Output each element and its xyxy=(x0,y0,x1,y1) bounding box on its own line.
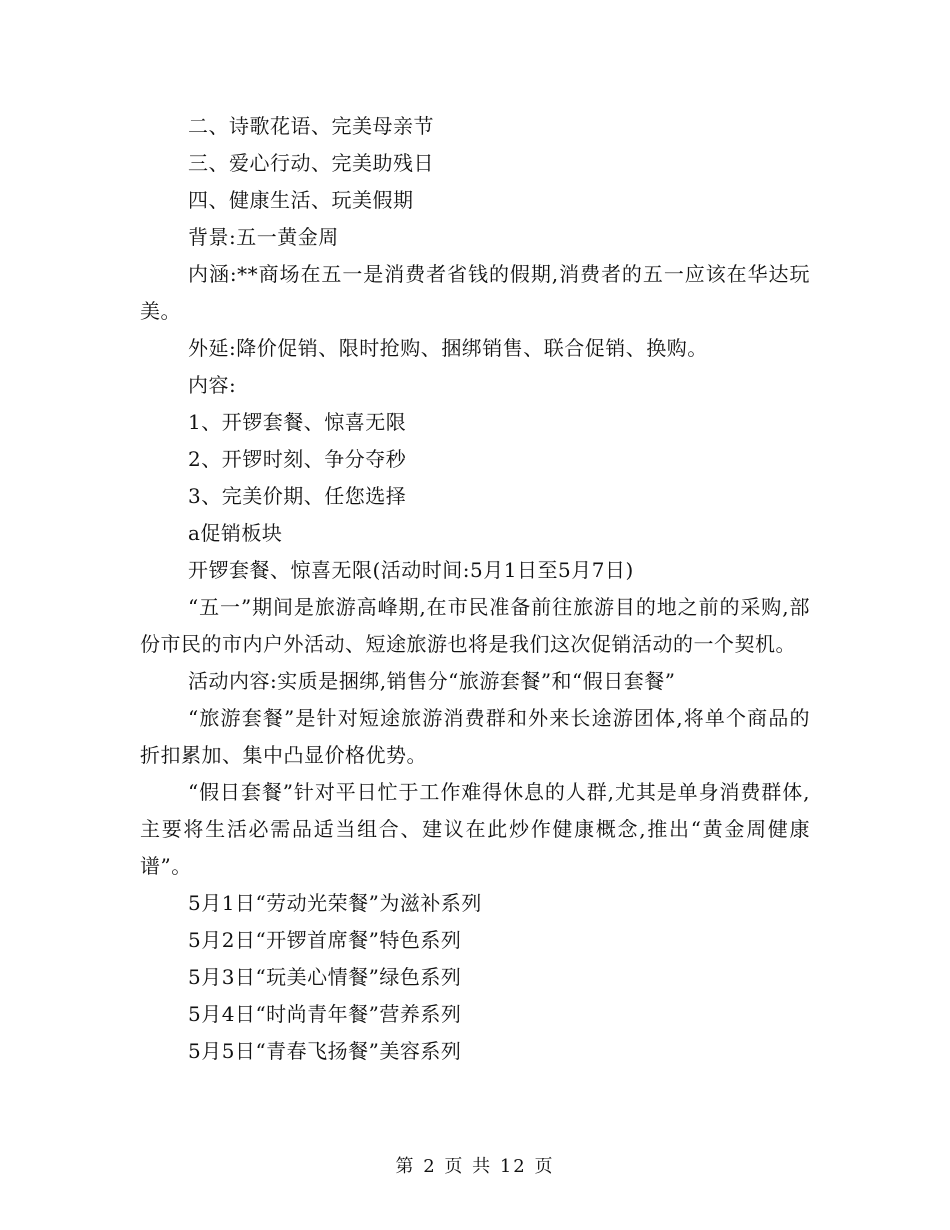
paragraph: 2、开锣时刻、争分夺秒 xyxy=(188,447,407,471)
paragraph: “假日套餐”针对平日忙于工作难得休息的人群,尤其是单身消费群体,主要将生活必需品适当组合、建议在此炒作健康概念,推出“黄金周健康谱”。 xyxy=(140,780,810,878)
paragraph: 5月4日“时尚青年餐”营养系列 xyxy=(188,1002,462,1026)
paragraph: 5月5日“青春飞扬餐”美容系列 xyxy=(188,1039,462,1063)
paragraph: 开锣套餐、惊喜无限(活动时间:5月1日至5月7日) xyxy=(188,558,634,582)
paragraph: 5月3日“玩美心情餐”绿色系列 xyxy=(188,965,462,989)
paragraph: 活动内容:实质是捆绑,销售分“旅游套餐”和“假日套餐” xyxy=(188,669,676,693)
paragraph: “旅游套餐”是针对短途旅游消费群和外来长途游团体,将单个商品的折扣累加、集中凸显价格优势。 xyxy=(140,706,810,767)
paragraph: “五一”期间是旅游高峰期,在市民准备前往旅游目的地之前的采购,部份市民的市内户外活动、短途旅游也将是我们这次促销活动的一个契机。 xyxy=(140,595,810,656)
page-number: 第 2 页 共 12 页 xyxy=(395,1156,555,1177)
paragraph: a促销板块 xyxy=(188,521,283,545)
paragraph: 5月1日“劳动光荣餐”为滋补系列 xyxy=(188,891,482,915)
paragraph: 四、健康生活、玩美假期 xyxy=(188,188,414,212)
paragraph: 1、开锣套餐、惊喜无限 xyxy=(188,410,407,434)
paragraph: 3、完美价期、任您选择 xyxy=(188,484,407,508)
paragraph: 内容: xyxy=(188,373,237,397)
paragraph: 内涵:**商场在五一是消费者省钱的假期,消费者的五一应该在华达玩美。 xyxy=(140,262,810,323)
paragraph: 外延:降价促销、限时抢购、捆绑销售、联合促销、换购。 xyxy=(188,336,708,360)
paragraph: 二、诗歌花语、完美母亲节 xyxy=(188,114,434,138)
paragraph: 三、爱心行动、完美助残日 xyxy=(188,151,434,175)
document-body xyxy=(140,108,810,1070)
paragraph: 5月2日“开锣首席餐”特色系列 xyxy=(188,928,462,952)
paragraph: 背景:五一黄金周 xyxy=(188,225,339,249)
